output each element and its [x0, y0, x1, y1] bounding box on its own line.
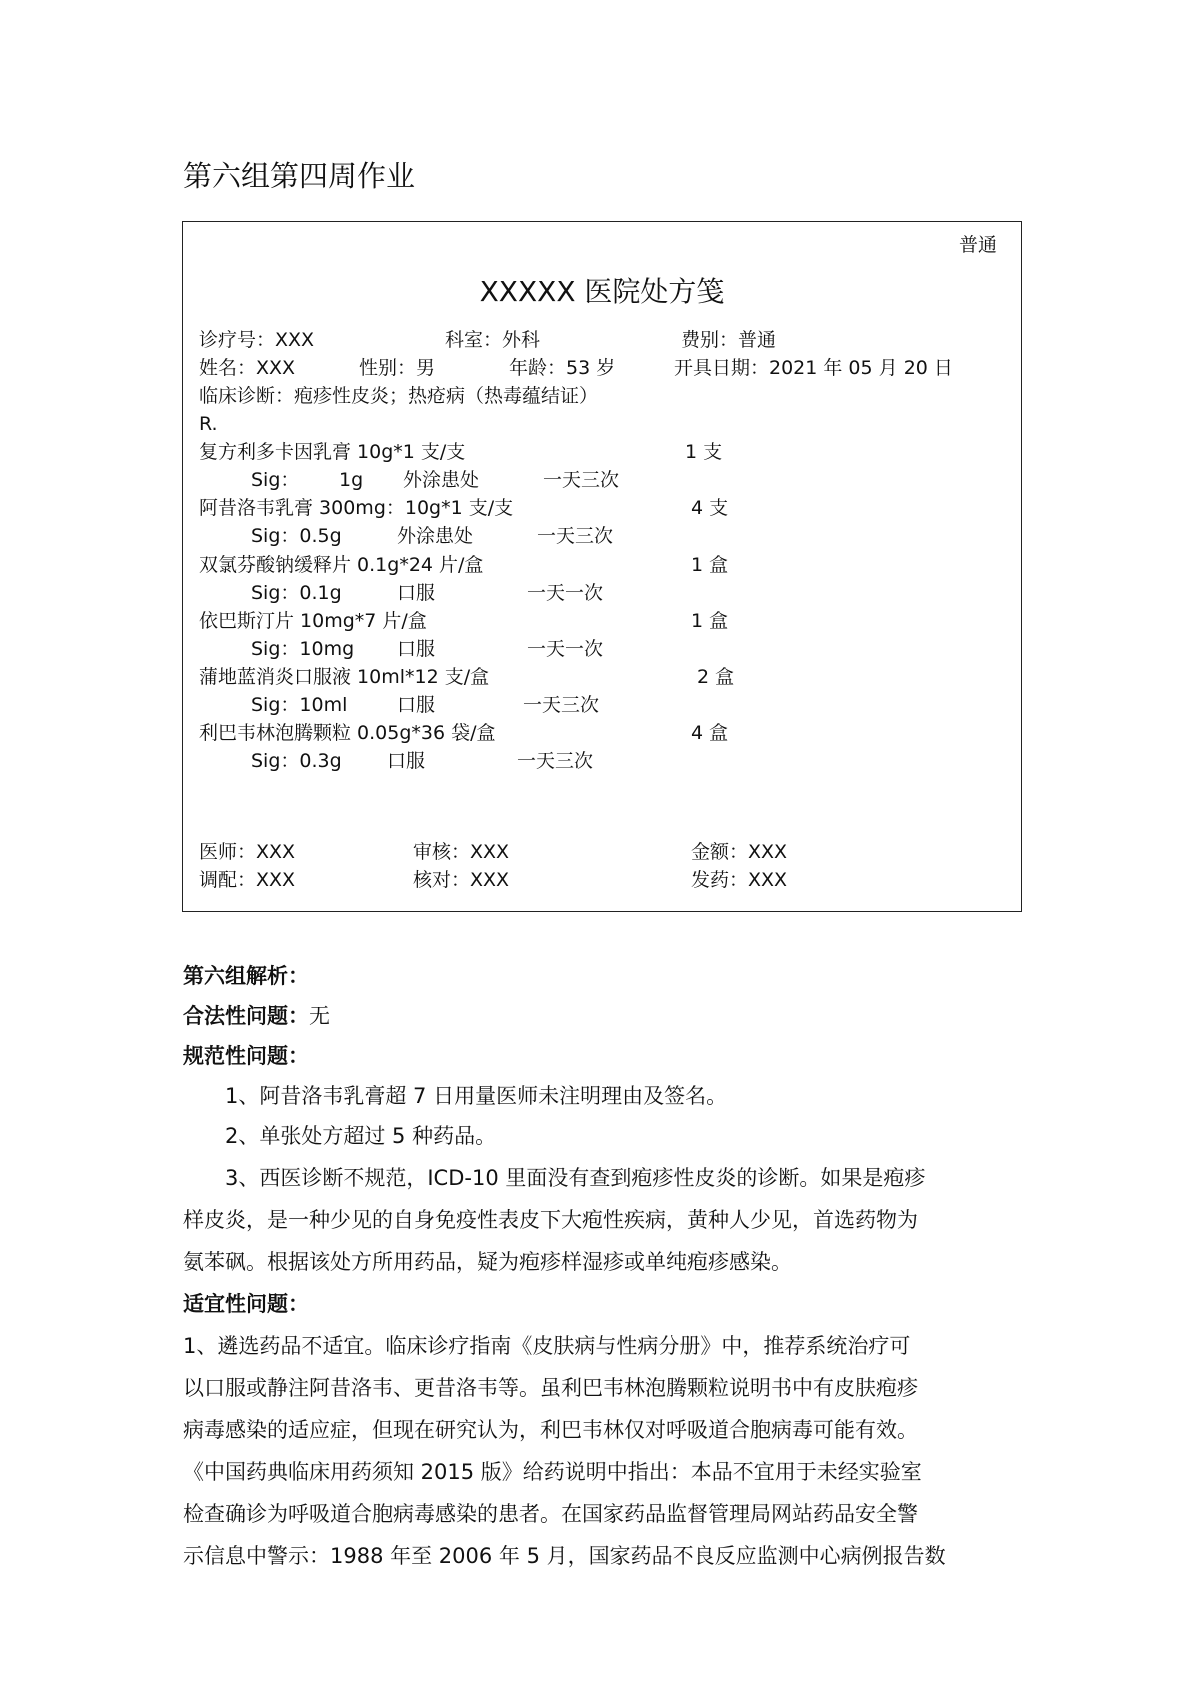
prescription-title: XXXXX 医院处方笺	[479, 275, 725, 308]
suitability-line: 检查确诊为呼吸道合胞病毒感染的患者。在国家药品监督管理局网站药品安全警	[183, 1502, 918, 1526]
suitability-line: 《中国药典临床用药须知 2015 版》给药说明中指出：本品不宜用于未经实验室	[183, 1460, 922, 1484]
standard-item-3-line: 氨苯砜。根据该处方所用药品，疑为疱疹样湿疹或单纯疱疹感染。	[183, 1250, 792, 1274]
issue-date: 开具日期：2021 年 05 月 20 日	[674, 357, 953, 379]
drug-quantity: 2 盒	[697, 666, 735, 688]
suitability-line: 病毒感染的适应症，但现在研究认为，利巴韦林仅对呼吸道合胞病毒可能有效。	[183, 1418, 918, 1442]
standard-item: 1、阿昔洛韦乳膏超 7 日用量医师未注明理由及签名。	[225, 1084, 728, 1108]
check-field: 核对：XXX	[413, 869, 510, 891]
drug-route: 口服	[397, 582, 436, 604]
standard-item-3-line: 3、西医诊断不规范，ICD-10 里面没有查到疱疹性皮炎的诊断。如果是疱疹	[225, 1166, 926, 1190]
drug-name: 依巴斯汀片 10mg*7 片/盒	[199, 610, 427, 632]
doctor-field: 医师：XXX	[199, 841, 296, 863]
drug-dose: 1g	[339, 469, 364, 491]
patient-name: 姓名：XXX	[199, 357, 296, 379]
drug-frequency: 一天三次	[517, 750, 594, 772]
drug-route: 外涂患处	[397, 525, 474, 547]
drug-route: 外涂患处	[403, 469, 480, 491]
standard-item-3-line: 样皮炎，是一种少见的自身免疫性表皮下大疱性疾病，黄种人少见，首选药物为	[183, 1208, 918, 1232]
drug-name: 利巴韦林泡腾颗粒 0.05g*36 袋/盒	[199, 722, 496, 744]
prescription-type-label: 普通	[959, 234, 998, 256]
drug-sig: Sig：10mg	[251, 638, 355, 660]
suitability-line: 示信息中警示：1988 年至 2006 年 5 月，国家药品不良反应监测中心病例报告数	[183, 1544, 946, 1568]
drug-name: 蒲地蓝消炎口服液 10ml*12 支/盒	[199, 666, 490, 688]
drug-frequency: 一天三次	[537, 525, 614, 547]
drug-quantity: 4 盒	[691, 722, 729, 744]
suitability-heading: 适宜性问题：	[183, 1292, 309, 1316]
clinic-number: 诊疗号：XXX	[199, 329, 315, 351]
drug-route: 口服	[397, 638, 436, 660]
clinical-diagnosis: 临床诊断：疱疹性皮炎；热疮病（热毒蕴结证）	[199, 385, 599, 407]
patient-age: 年龄：53 岁	[509, 357, 616, 379]
drug-frequency: 一天一次	[527, 582, 604, 604]
dispense-field: 调配：XXX	[199, 869, 296, 891]
issue-field: 发药：XXX	[691, 869, 788, 891]
department: 科室：外科	[445, 329, 541, 351]
suitability-line: 以口服或静注阿昔洛韦、更昔洛韦等。虽利巴韦林泡腾颗粒说明书中有皮肤疱疹	[183, 1376, 918, 1400]
drug-frequency: 一天三次	[543, 469, 620, 491]
drug-sig: Sig：	[251, 469, 300, 491]
patient-gender: 性别：男	[359, 357, 436, 379]
legality-row	[183, 996, 330, 1036]
drug-frequency: 一天三次	[523, 694, 600, 716]
page-title: 第六组第四周作业	[183, 159, 416, 193]
drug-name: 复方利多卡因乳膏 10g*1 支/支	[199, 441, 466, 463]
amount-field: 金额：XXX	[691, 841, 788, 863]
suitability-line: 1、遴选药品不适宜。临床诊疗指南《皮肤病与性病分册》中，推荐系统治疗可	[183, 1334, 911, 1358]
rx-symbol: R.	[199, 413, 218, 435]
drug-route: 口服	[387, 750, 426, 772]
drug-sig: Sig：0.5g	[251, 525, 342, 547]
fee-type: 费别：普通	[681, 329, 777, 351]
drug-quantity: 1 支	[685, 441, 723, 463]
review-field: 审核：XXX	[413, 841, 510, 863]
legality-value: 无	[309, 1004, 330, 1028]
analysis-heading: 第六组解析：	[183, 964, 309, 988]
legality-label: 合法性问题：	[183, 1004, 309, 1028]
drug-frequency: 一天一次	[527, 638, 604, 660]
drug-quantity: 1 盒	[691, 554, 729, 576]
drug-sig: Sig：10ml	[251, 694, 348, 716]
standard-heading: 规范性问题：	[183, 1044, 309, 1068]
drug-sig: Sig：0.1g	[251, 582, 342, 604]
standard-item: 2、单张处方超过 5 种药品。	[225, 1124, 497, 1148]
drug-name: 双氯芬酸钠缓释片 0.1g*24 片/盒	[199, 554, 484, 576]
drug-name: 阿昔洛韦乳膏 300mg：10g*1 支/支	[199, 497, 514, 519]
prescription-form	[182, 221, 1022, 912]
drug-quantity: 1 盒	[691, 610, 729, 632]
drug-quantity: 4 支	[691, 497, 729, 519]
drug-route: 口服	[397, 694, 436, 716]
drug-sig: Sig：0.3g	[251, 750, 342, 772]
